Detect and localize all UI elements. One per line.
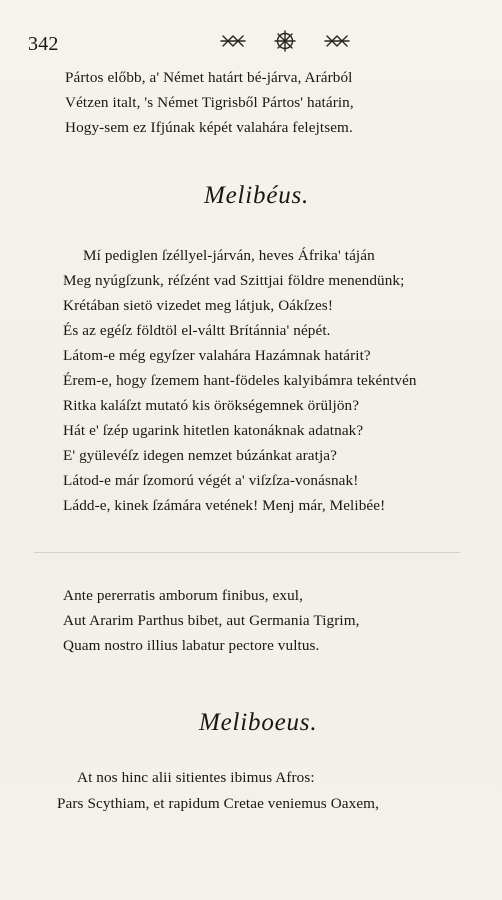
hungarian-main-block <box>0 244 502 524</box>
latin-top-line-1: Ante pererratis amborum finibus, exul, <box>63 587 303 604</box>
latin-bottom-block <box>0 768 502 824</box>
hungarian-top-line-2: Vétzen italt, 's Német Tigrisből Pártos' határin, <box>65 94 354 111</box>
hungarian-main-line-11: Ládd-e, kinek ſzámára vetének! Menj már, Melibée! <box>63 497 386 514</box>
hungarian-main-line-7: Ritka kaláſzt mutató kis örökségemnek örüljön? <box>63 397 360 414</box>
hungarian-main-line-8: Hát e' ſzép ugarink hitetlen katonáknak adatnak? <box>63 422 364 439</box>
hungarian-top-line-1: Pártos előbb, a' Német határt bé-járva, Arárból <box>65 69 353 86</box>
page-header <box>0 28 502 62</box>
latin-top-block <box>0 584 502 662</box>
hungarian-main-line-3: Krétában sietö vizedet meg látjuk, Oákſzes! <box>63 297 333 314</box>
section-divider-rule <box>34 552 460 553</box>
latin-bottom-line-2: Pars Scythiam, et rapidum Cretae veniemus Oaxem, <box>57 795 379 812</box>
printer-ornament <box>205 28 365 58</box>
hungarian-main-line-10: Látod-e már ſzomorú végét a' viſzſza-vonásnak! <box>63 472 359 489</box>
latin-top-line-2: Aut Ararim Parthus bibet, aut Germania Tigrim, <box>63 612 360 629</box>
speaker-heading-meliboeus: Meliboeus. <box>199 709 318 736</box>
hungarian-top-block <box>0 64 502 142</box>
section-divider <box>0 552 502 553</box>
hungarian-main-line-6: Érem-e, hogy ſzemem hant-födeles kalyibámra tekéntvén <box>63 372 417 389</box>
hungarian-main-line-2: Meg nyúgſzunk, réſzént vad Szittjai földre menendünk; <box>63 272 405 289</box>
hungarian-main-line-5: Látom-e még egyſzer valahára Hazámnak határit? <box>63 347 371 364</box>
hungarian-main-line-9: E' gyülevéſz idegen nemzet búzánkat aratja? <box>63 447 337 464</box>
hungarian-main-line-4: És az egéſz földtöl el-váltt Brítánnia' népét. <box>63 322 331 339</box>
latin-bottom-line-1: At nos hinc alii sitientes ibimus Afros: <box>77 769 315 786</box>
page-number: 342 <box>28 33 59 55</box>
hungarian-top-line-3: Hogy-sem ez Ifjúnak képét valahára felejtsem. <box>65 119 353 136</box>
speaker-heading-melibeus: Melibéus. <box>204 182 310 209</box>
hungarian-main-line-1: Mí pediglen ſzéllyel-járván, heves Áfrika' táján <box>83 247 375 264</box>
latin-top-line-3: Quam nostro illius labatur pectore vultus. <box>63 637 320 654</box>
